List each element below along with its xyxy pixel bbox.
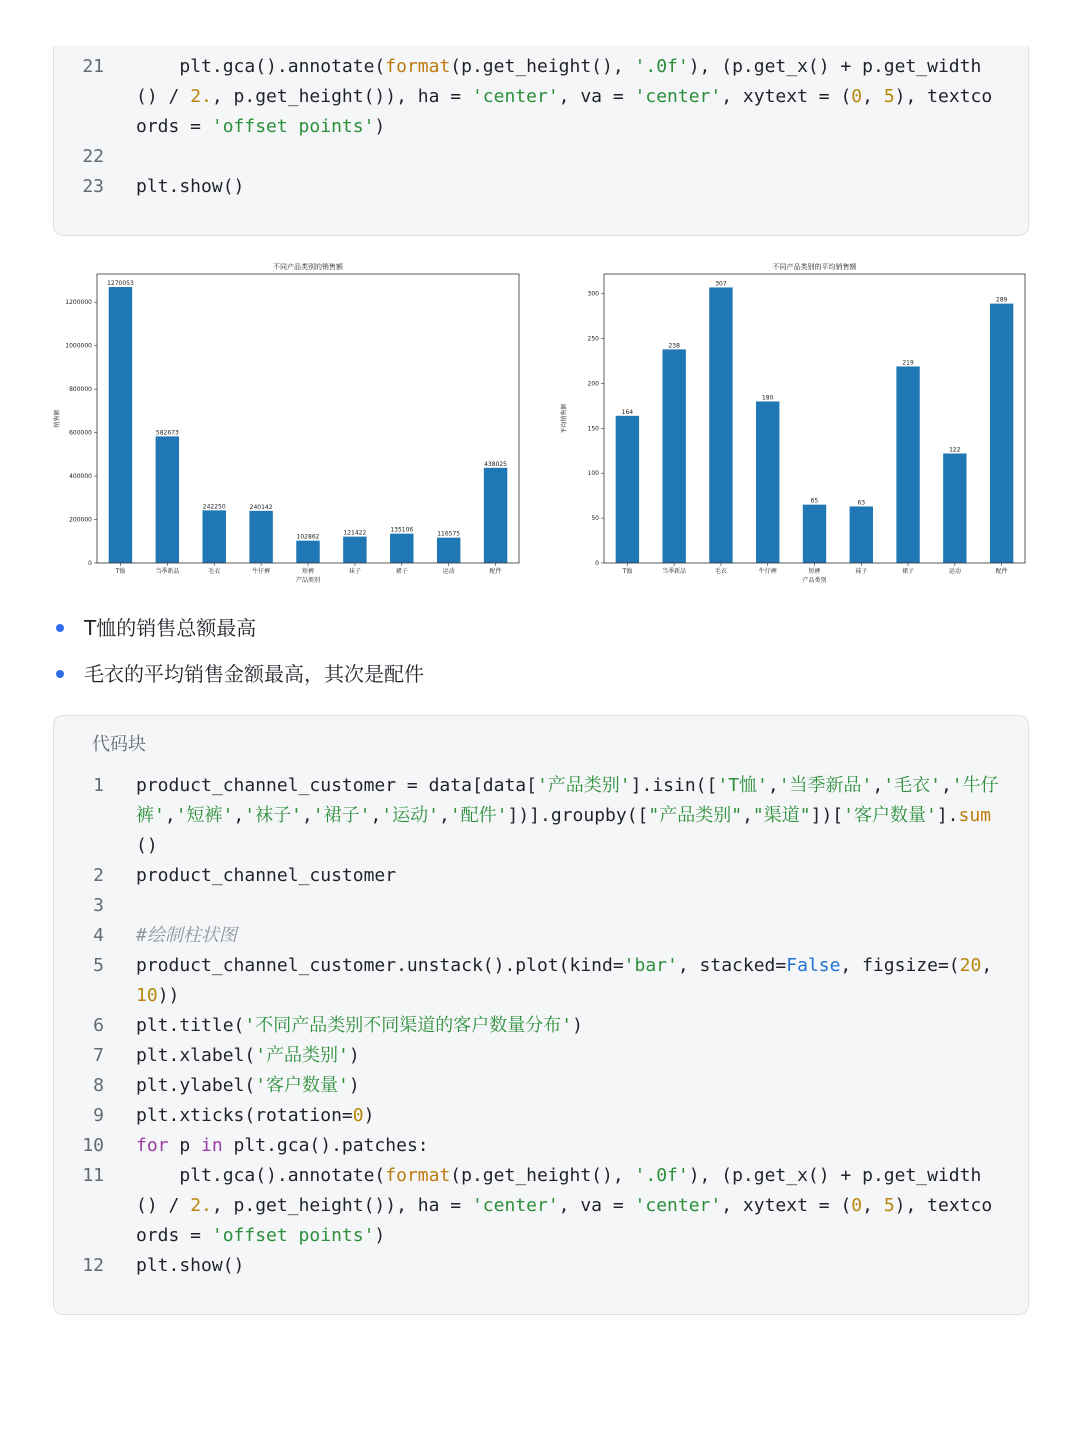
code-token: )	[572, 1015, 583, 1036]
y-tick-label: 1000000	[65, 342, 92, 350]
chart-bar	[109, 287, 132, 563]
y-axis-label: 平均销售额	[561, 403, 568, 434]
code-token: plt.show()	[136, 176, 245, 197]
x-tick-label: 毛衣	[714, 568, 727, 575]
chart-bar	[803, 505, 826, 563]
x-tick-label: T恤	[622, 568, 633, 575]
code-token: plt.xlabel(	[136, 1045, 256, 1066]
code-token: 2.	[190, 86, 212, 107]
code-token: plt.title(	[136, 1015, 245, 1036]
code-token: product_channel_customer = data[data[	[136, 775, 537, 796]
code-token: ,	[862, 86, 884, 107]
y-tick-label: 200	[587, 380, 599, 388]
code-token: '当季新品'	[778, 775, 873, 796]
code-text	[136, 921, 1000, 951]
code-token: ), textcoords =	[136, 86, 993, 137]
code-text	[136, 1101, 1000, 1131]
x-tick-label: 运动	[442, 568, 455, 575]
bullet-dot-icon	[56, 624, 64, 632]
code-token: '配件'	[449, 805, 508, 826]
x-tick-label: 裙子	[902, 568, 915, 575]
y-tick-label: 100	[587, 470, 599, 478]
line-number: 9	[93, 1105, 104, 1126]
x-tick-label: 当季新品	[662, 568, 687, 575]
chart-bar	[484, 468, 507, 563]
bar-value-label: 438025	[484, 460, 508, 468]
code-token: , va =	[558, 1195, 635, 1216]
code-token: (p.get_height(),	[450, 56, 635, 77]
code-token: plt.ylabel(	[136, 1075, 256, 1096]
code-token: "渠道"	[752, 805, 811, 826]
bar-value-label: 1270053	[107, 280, 134, 288]
chart-bar	[390, 534, 413, 563]
y-tick-label: 150	[587, 425, 599, 433]
code-block-top	[53, 46, 1029, 236]
code-token: ))	[157, 985, 180, 1006]
x-tick-label: 袜子	[348, 568, 361, 575]
code-token: plt.xticks(rotation=	[136, 1105, 353, 1126]
code-token: '毛衣'	[883, 775, 941, 796]
bar-value-label: 121422	[343, 529, 367, 537]
code-token: ].isin([	[630, 775, 718, 796]
y-tick-label: 600000	[69, 429, 92, 437]
code-token: ,	[370, 805, 382, 826]
chart-bar	[662, 349, 685, 563]
y-tick-label: 250	[587, 335, 599, 343]
code-token: in	[201, 1135, 223, 1156]
code-token: 'center'	[634, 86, 722, 107]
x-tick-label: 当季新品	[155, 568, 180, 575]
code-token: ,	[940, 775, 952, 796]
chart-bar	[756, 401, 779, 563]
code-token: ,	[438, 805, 450, 826]
line-number: 10	[82, 1135, 104, 1156]
code-token: , va =	[558, 86, 635, 107]
code-token: ])].groupby([	[507, 805, 649, 826]
code-text	[136, 1251, 1000, 1281]
code-token: "产品类别"	[648, 805, 743, 826]
x-tick-label: 配件	[489, 568, 502, 575]
bar-value-label: 240142	[249, 503, 273, 511]
y-axis-label: 销售额	[54, 409, 61, 428]
y-tick-label: 400000	[69, 473, 92, 481]
bullet-item	[56, 659, 424, 689]
chart-title: 不同产品类别的平均销售额	[772, 263, 857, 271]
y-tick-label: 1200000	[65, 299, 92, 307]
chart-bar	[896, 366, 919, 563]
code-token: ].	[936, 805, 959, 826]
bar-value-label: 582673	[155, 429, 179, 437]
line-number: 1	[93, 775, 104, 796]
code-token: (p.get_height(),	[450, 1165, 635, 1186]
code-token: 'center'	[471, 86, 559, 107]
code-token: ,	[862, 1195, 884, 1216]
code-text	[136, 861, 1000, 891]
code-token: plt.gca().annotate(	[136, 1165, 386, 1186]
code-text	[136, 951, 1000, 1011]
code-token: ,	[301, 805, 313, 826]
bar-value-label: 116575	[437, 530, 461, 538]
line-number: 12	[82, 1255, 104, 1276]
code-token: format	[385, 1165, 451, 1186]
bar-value-label: 63	[857, 499, 866, 507]
code-block-header: 代码块	[92, 734, 146, 755]
bar-value-label: 289	[995, 296, 1008, 304]
line-number: 22	[82, 146, 104, 167]
x-axis-label: 产品类别	[802, 577, 827, 584]
code-token: ), (p.get_x() + p.get_width() /	[136, 56, 982, 107]
line-number: 23	[82, 176, 104, 197]
chart-bar	[990, 304, 1013, 563]
bullet-text: T恤的销售总额最高	[84, 616, 257, 640]
x-tick-label: 牛仔裤	[758, 568, 777, 575]
code-token: 20	[959, 955, 982, 976]
code-text	[136, 172, 1000, 202]
code-token: , p.get_height()), ha =	[211, 86, 472, 107]
line-number: 2	[93, 865, 104, 886]
code-token: 'offset points'	[211, 1225, 375, 1246]
code-token: '短裤'	[175, 805, 234, 826]
code-token: , xytext = (	[721, 86, 852, 107]
code-token: )	[348, 1045, 360, 1066]
code-token: , xytext = (	[721, 1195, 852, 1216]
bar-value-label: 219	[902, 359, 914, 367]
x-tick-label: 袜子	[855, 568, 868, 575]
code-token: 'T恤'	[717, 775, 768, 796]
code-token: ,	[164, 805, 176, 826]
code-token: , p.get_height()), ha =	[211, 1195, 472, 1216]
code-token: 'center'	[471, 1195, 559, 1216]
code-text	[136, 1131, 1000, 1161]
code-token: 0	[352, 1105, 364, 1126]
bar-value-label: 102862	[296, 533, 320, 541]
code-token: )	[374, 116, 386, 137]
code-token: ,	[872, 775, 884, 796]
code-token: '运动'	[381, 805, 439, 826]
y-tick-label: 0	[88, 560, 92, 567]
bar-value-label: 164	[621, 408, 634, 416]
chart-bar	[203, 510, 226, 563]
code-token: '产品类别'	[255, 1045, 349, 1066]
chart-bar	[616, 416, 639, 563]
code-token: ])[	[810, 805, 844, 826]
code-token: 0	[851, 86, 863, 107]
bar-value-label: 135106	[390, 526, 414, 534]
code-text	[136, 1041, 1000, 1071]
code-text	[136, 1011, 1000, 1041]
chart-bar	[343, 537, 366, 563]
code-token: ,	[742, 805, 753, 826]
chart-bar	[296, 541, 319, 563]
y-tick-label: 800000	[69, 386, 92, 394]
code-token: product_channel_customer.unstack().plot(kind=	[136, 955, 624, 976]
code-token: 0	[851, 1195, 863, 1216]
x-tick-label: 裙子	[395, 568, 408, 575]
line-number: 11	[82, 1165, 104, 1186]
code-token: ,	[233, 805, 245, 826]
bar-value-label: 180	[761, 394, 774, 402]
code-token: sum	[958, 805, 992, 826]
code-text	[136, 1071, 1000, 1101]
code-text	[136, 1161, 1000, 1251]
code-token: , stacked=	[677, 955, 787, 976]
code-token: 'bar'	[623, 955, 678, 976]
code-token: '客户数量'	[255, 1075, 349, 1096]
code-token: #绘制柱状图	[136, 925, 237, 946]
code-token: '牛仔裤'	[136, 775, 999, 826]
chart-bar	[850, 506, 873, 563]
x-tick-label: 短裤	[301, 568, 315, 575]
code-token: )	[348, 1075, 360, 1096]
bar-value-label: 238	[668, 342, 680, 350]
bullet-item	[56, 613, 256, 643]
line-number: 3	[93, 895, 104, 916]
code-token: ,	[981, 955, 993, 976]
code-token: plt.gca().annotate(	[136, 56, 386, 77]
line-number: 6	[93, 1015, 104, 1036]
code-token: )	[363, 1105, 375, 1126]
code-token: '.0f'	[634, 56, 689, 77]
code-token: 5	[883, 86, 895, 107]
line-number: 4	[93, 925, 104, 946]
code-token: '不同产品类别不同渠道的客户数量分布'	[244, 1015, 573, 1036]
charts-area	[0, 252, 1080, 592]
bar-value-label: 307	[715, 280, 727, 288]
chart-bar	[437, 538, 460, 563]
y-tick-label: 200000	[69, 516, 92, 524]
chart-bar	[943, 454, 966, 563]
code-token: 5	[883, 1195, 895, 1216]
bar-value-label: 242250	[202, 503, 226, 511]
code-token: '裙子'	[312, 805, 371, 826]
x-axis-label: 产品类别	[295, 577, 321, 584]
code-text	[136, 771, 1000, 861]
y-tick-label: 0	[595, 560, 599, 567]
line-number: 5	[93, 955, 104, 976]
bar-value-label: 122	[949, 446, 961, 454]
x-tick-label: 牛仔裤	[252, 568, 271, 575]
chart-bar	[249, 511, 272, 563]
x-tick-label: 毛衣	[208, 568, 221, 575]
chart-bar	[156, 436, 179, 563]
chart-title: 不同产品类别的销售额	[273, 263, 343, 271]
code-token: 'offset points'	[211, 116, 375, 137]
x-tick-label: 短裤	[808, 568, 821, 575]
x-tick-label: 配件	[995, 568, 1008, 575]
code-token: ,	[767, 775, 779, 796]
bar-charts	[0, 252, 1080, 592]
code-text	[136, 52, 1000, 142]
code-token: False	[786, 955, 841, 976]
code-token: ), (p.get_x() + p.get_width() /	[136, 1165, 982, 1216]
code-token: )	[374, 1225, 386, 1246]
bullet-text: 毛衣的平均销售金额最高，其次是配件	[84, 662, 424, 686]
code-block	[53, 715, 1029, 1315]
code-token: format	[385, 56, 451, 77]
line-number: 21	[82, 56, 104, 77]
chart-bar	[709, 287, 732, 563]
line-number: 7	[93, 1045, 104, 1066]
x-tick-label: T恤	[115, 568, 126, 575]
code-token: '袜子'	[244, 805, 302, 826]
code-token: product_channel_customer	[136, 865, 397, 886]
code-token: plt.show()	[136, 1255, 245, 1276]
code-token: 'center'	[634, 1195, 722, 1216]
x-tick-label: 运动	[948, 568, 961, 575]
code-token: '.0f'	[634, 1165, 689, 1186]
code-token: for	[136, 1135, 169, 1156]
y-tick-label: 300	[587, 290, 599, 298]
code-token: p	[168, 1135, 202, 1156]
code-token: ), textcoords =	[136, 1195, 993, 1246]
code-token: ()	[136, 835, 158, 856]
code-token: , figsize=(	[840, 955, 960, 976]
line-number: 8	[93, 1075, 104, 1096]
code-token: 2.	[190, 1195, 212, 1216]
bullet-dot-icon	[56, 670, 64, 678]
code-token: plt.gca().patches:	[222, 1135, 429, 1156]
bar-value-label: 65	[810, 497, 819, 505]
code-token: '客户数量'	[843, 805, 937, 826]
code-token: '产品类别'	[536, 775, 631, 796]
code-token: 10	[136, 985, 158, 1006]
y-tick-label: 50	[591, 515, 599, 523]
